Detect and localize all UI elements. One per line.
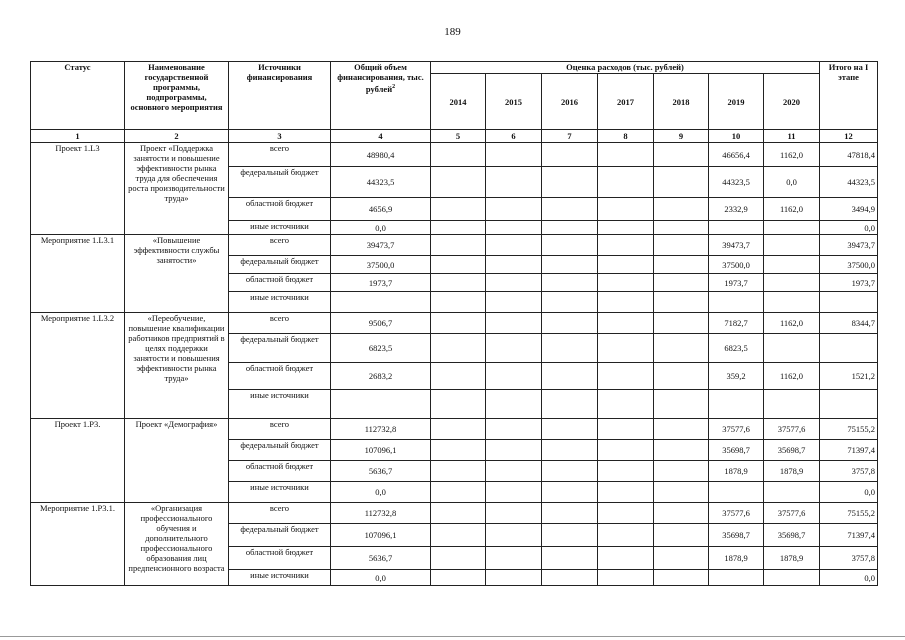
year-cell bbox=[486, 256, 542, 274]
year-cell bbox=[598, 274, 654, 292]
source-cell: федеральный бюджет bbox=[229, 167, 331, 198]
header-total-text: Общий объем финансирования, тыс. рублей bbox=[337, 62, 424, 94]
year-cell bbox=[431, 503, 486, 524]
source-cell: всего bbox=[229, 313, 331, 334]
year-cell bbox=[431, 547, 486, 570]
stage-total-cell: 0,0 bbox=[820, 221, 878, 235]
year-2020-cell: 1162,0 bbox=[764, 143, 820, 167]
header-status: Статус bbox=[31, 62, 125, 130]
source-cell: федеральный бюджет bbox=[229, 256, 331, 274]
year-2019-cell: 44323,5 bbox=[709, 167, 764, 198]
year-2019-cell: 39473,7 bbox=[709, 235, 764, 256]
header-stage-total: Итого на I этапе bbox=[820, 62, 878, 130]
stage-total-cell: 3757,8 bbox=[820, 461, 878, 482]
year-cell bbox=[654, 524, 709, 547]
column-number: 11 bbox=[764, 130, 820, 143]
year-2019-cell bbox=[709, 221, 764, 235]
year-2020-cell: 1878,9 bbox=[764, 461, 820, 482]
stage-total-cell: 0,0 bbox=[820, 482, 878, 503]
stage-total-cell: 71397,4 bbox=[820, 440, 878, 461]
column-number: 6 bbox=[486, 130, 542, 143]
table-row bbox=[31, 143, 878, 167]
year-cell bbox=[654, 419, 709, 440]
header-year: 2018 bbox=[654, 74, 709, 130]
stage-total-cell: 1521,2 bbox=[820, 363, 878, 390]
source-cell: иные источники bbox=[229, 292, 331, 313]
year-cell bbox=[431, 274, 486, 292]
year-2020-cell: 1162,0 bbox=[764, 198, 820, 221]
year-cell bbox=[431, 440, 486, 461]
year-cell bbox=[486, 547, 542, 570]
year-2019-cell: 37500,0 bbox=[709, 256, 764, 274]
source-cell: иные источники bbox=[229, 221, 331, 235]
year-cell bbox=[486, 524, 542, 547]
stage-total-cell: 47818,4 bbox=[820, 143, 878, 167]
year-cell bbox=[542, 256, 598, 274]
year-cell bbox=[431, 363, 486, 390]
year-cell bbox=[598, 256, 654, 274]
year-cell bbox=[486, 482, 542, 503]
source-cell: иные источники bbox=[229, 482, 331, 503]
stage-total-cell: 75155,2 bbox=[820, 503, 878, 524]
source-cell: иные источники bbox=[229, 390, 331, 419]
year-cell bbox=[486, 440, 542, 461]
year-cell bbox=[654, 221, 709, 235]
column-number-row bbox=[31, 130, 878, 143]
column-number: 9 bbox=[654, 130, 709, 143]
total-cell: 5636,7 bbox=[331, 461, 431, 482]
year-cell bbox=[542, 198, 598, 221]
total-cell: 39473,7 bbox=[331, 235, 431, 256]
source-cell: федеральный бюджет bbox=[229, 334, 331, 363]
total-cell: 44323,5 bbox=[331, 167, 431, 198]
year-2020-cell bbox=[764, 570, 820, 586]
source-cell: федеральный бюджет bbox=[229, 440, 331, 461]
year-cell bbox=[598, 363, 654, 390]
column-number: 8 bbox=[598, 130, 654, 143]
year-cell bbox=[542, 440, 598, 461]
year-cell bbox=[486, 334, 542, 363]
year-2020-cell: 35698,7 bbox=[764, 440, 820, 461]
total-cell: 6823,5 bbox=[331, 334, 431, 363]
year-2019-cell: 37577,6 bbox=[709, 419, 764, 440]
table-row bbox=[31, 503, 878, 524]
year-2019-cell: 1878,9 bbox=[709, 461, 764, 482]
year-cell bbox=[598, 313, 654, 334]
year-cell bbox=[431, 482, 486, 503]
year-cell bbox=[542, 167, 598, 198]
year-2020-cell bbox=[764, 334, 820, 363]
total-cell: 107096,1 bbox=[331, 440, 431, 461]
year-cell bbox=[486, 570, 542, 586]
year-cell bbox=[542, 547, 598, 570]
year-cell bbox=[431, 198, 486, 221]
year-cell bbox=[431, 524, 486, 547]
total-cell bbox=[331, 390, 431, 419]
year-cell bbox=[486, 419, 542, 440]
column-number: 3 bbox=[229, 130, 331, 143]
header-estimate: Оценка расходов (тыс. рублей) bbox=[431, 62, 820, 74]
header-total bbox=[331, 62, 431, 130]
year-cell bbox=[486, 503, 542, 524]
stage-total-cell: 71397,4 bbox=[820, 524, 878, 547]
year-cell bbox=[542, 390, 598, 419]
year-cell bbox=[486, 235, 542, 256]
year-2020-cell bbox=[764, 482, 820, 503]
year-cell bbox=[654, 143, 709, 167]
year-2019-cell: 37577,6 bbox=[709, 503, 764, 524]
source-cell: областной бюджет bbox=[229, 461, 331, 482]
year-2019-cell bbox=[709, 390, 764, 419]
total-cell: 48980,4 bbox=[331, 143, 431, 167]
source-cell: областной бюджет bbox=[229, 363, 331, 390]
year-cell bbox=[654, 235, 709, 256]
stage-total-cell: 44323,5 bbox=[820, 167, 878, 198]
year-cell bbox=[486, 167, 542, 198]
year-2020-cell: 35698,7 bbox=[764, 524, 820, 547]
year-cell bbox=[431, 143, 486, 167]
year-cell bbox=[431, 221, 486, 235]
year-cell bbox=[542, 363, 598, 390]
year-cell bbox=[431, 390, 486, 419]
header-year: 2019 bbox=[709, 74, 764, 130]
stage-total-cell: 39473,7 bbox=[820, 235, 878, 256]
year-cell bbox=[431, 570, 486, 586]
year-cell bbox=[598, 235, 654, 256]
status-cell: Проект 1.Р3. bbox=[31, 419, 125, 503]
year-cell bbox=[598, 482, 654, 503]
status-cell: Мероприятие 1.L3.2 bbox=[31, 313, 125, 419]
year-cell bbox=[542, 235, 598, 256]
year-cell bbox=[542, 143, 598, 167]
header-year: 2015 bbox=[486, 74, 542, 130]
column-number: 4 bbox=[331, 130, 431, 143]
year-cell bbox=[542, 292, 598, 313]
year-cell bbox=[598, 503, 654, 524]
name-cell: «Переобучение, повышение квалификации работников предприятий в целях поддержки занятости и повышения эффективности рынка труда» bbox=[125, 313, 229, 419]
status-cell: Мероприятие 1.Р3.1. bbox=[31, 503, 125, 586]
year-2020-cell: 37577,6 bbox=[764, 419, 820, 440]
total-cell bbox=[331, 292, 431, 313]
scan-bottom-edge bbox=[0, 636, 905, 637]
year-2019-cell: 1878,9 bbox=[709, 547, 764, 570]
year-cell bbox=[486, 292, 542, 313]
year-cell bbox=[431, 235, 486, 256]
year-2019-cell bbox=[709, 292, 764, 313]
name-cell: «Повышение эффективности службы занятости» bbox=[125, 235, 229, 313]
year-cell bbox=[654, 256, 709, 274]
year-cell bbox=[542, 274, 598, 292]
source-cell: всего bbox=[229, 143, 331, 167]
year-cell bbox=[542, 334, 598, 363]
total-cell: 112732,8 bbox=[331, 503, 431, 524]
column-number: 2 bbox=[125, 130, 229, 143]
status-cell: Мероприятие 1.L3.1 bbox=[31, 235, 125, 313]
year-2019-cell: 46656,4 bbox=[709, 143, 764, 167]
stage-total-cell: 0,0 bbox=[820, 570, 878, 586]
header-year: 2016 bbox=[542, 74, 598, 130]
total-cell: 1973,7 bbox=[331, 274, 431, 292]
stage-total-cell: 3494,9 bbox=[820, 198, 878, 221]
year-cell bbox=[654, 363, 709, 390]
column-number: 10 bbox=[709, 130, 764, 143]
year-cell bbox=[654, 334, 709, 363]
stage-total-cell bbox=[820, 390, 878, 419]
year-cell bbox=[654, 547, 709, 570]
header-year: 2014 bbox=[431, 74, 486, 130]
source-cell: областной бюджет bbox=[229, 547, 331, 570]
year-cell bbox=[598, 198, 654, 221]
year-cell bbox=[486, 143, 542, 167]
column-number: 5 bbox=[431, 130, 486, 143]
table-row bbox=[31, 235, 878, 256]
column-number: 12 bbox=[820, 130, 878, 143]
year-cell bbox=[598, 524, 654, 547]
year-cell bbox=[542, 503, 598, 524]
year-2020-cell: 37577,6 bbox=[764, 503, 820, 524]
year-cell bbox=[654, 198, 709, 221]
header-name: Наименование государственной программы, подпрограммы, основного мероприятия bbox=[125, 62, 229, 130]
year-cell bbox=[654, 461, 709, 482]
year-cell bbox=[598, 461, 654, 482]
year-cell bbox=[654, 390, 709, 419]
stage-total-cell: 3757,8 bbox=[820, 547, 878, 570]
header-year: 2017 bbox=[598, 74, 654, 130]
financing-table bbox=[30, 61, 878, 586]
year-cell bbox=[598, 547, 654, 570]
year-2020-cell bbox=[764, 390, 820, 419]
year-cell bbox=[486, 461, 542, 482]
total-cell: 2683,2 bbox=[331, 363, 431, 390]
year-cell bbox=[598, 570, 654, 586]
total-cell: 112732,8 bbox=[331, 419, 431, 440]
year-2019-cell: 2332,9 bbox=[709, 198, 764, 221]
year-cell bbox=[598, 419, 654, 440]
year-cell bbox=[654, 274, 709, 292]
source-cell: областной бюджет bbox=[229, 198, 331, 221]
year-2020-cell bbox=[764, 274, 820, 292]
year-2019-cell bbox=[709, 482, 764, 503]
year-cell bbox=[654, 440, 709, 461]
stage-total-cell: 75155,2 bbox=[820, 419, 878, 440]
stage-total-cell bbox=[820, 292, 878, 313]
year-2020-cell: 1878,9 bbox=[764, 547, 820, 570]
year-cell bbox=[486, 198, 542, 221]
source-cell: всего bbox=[229, 235, 331, 256]
name-cell: Проект «Демография» bbox=[125, 419, 229, 503]
year-2019-cell: 359,2 bbox=[709, 363, 764, 390]
year-cell bbox=[542, 419, 598, 440]
total-cell: 107096,1 bbox=[331, 524, 431, 547]
year-cell bbox=[598, 221, 654, 235]
year-cell bbox=[542, 313, 598, 334]
total-cell: 0,0 bbox=[331, 221, 431, 235]
year-2020-cell bbox=[764, 256, 820, 274]
header-year: 2020 bbox=[764, 74, 820, 130]
source-cell: всего bbox=[229, 503, 331, 524]
stage-total-cell: 8344,7 bbox=[820, 313, 878, 334]
year-cell bbox=[486, 363, 542, 390]
total-cell: 5636,7 bbox=[331, 547, 431, 570]
status-cell: Проект 1.L3 bbox=[31, 143, 125, 235]
year-cell bbox=[431, 313, 486, 334]
stage-total-cell: 37500,0 bbox=[820, 256, 878, 274]
table-row bbox=[31, 313, 878, 334]
year-cell bbox=[654, 482, 709, 503]
year-cell bbox=[542, 461, 598, 482]
year-cell bbox=[654, 292, 709, 313]
column-number: 7 bbox=[542, 130, 598, 143]
source-cell: областной бюджет bbox=[229, 274, 331, 292]
header-total-sup: 2 bbox=[392, 84, 396, 90]
total-cell: 37500,0 bbox=[331, 256, 431, 274]
year-cell bbox=[654, 503, 709, 524]
year-2020-cell bbox=[764, 221, 820, 235]
year-cell bbox=[486, 274, 542, 292]
name-cell: Проект «Поддержка занятости и повышение эффективности рынка труда для обеспечения роста производительности труда» bbox=[125, 143, 229, 235]
year-cell bbox=[598, 292, 654, 313]
total-cell: 0,0 bbox=[331, 570, 431, 586]
year-cell bbox=[598, 390, 654, 419]
year-cell bbox=[486, 221, 542, 235]
year-cell bbox=[598, 334, 654, 363]
year-2019-cell: 35698,7 bbox=[709, 440, 764, 461]
stage-total-cell: 1973,7 bbox=[820, 274, 878, 292]
total-cell: 0,0 bbox=[331, 482, 431, 503]
year-cell bbox=[598, 167, 654, 198]
year-2020-cell: 1162,0 bbox=[764, 313, 820, 334]
year-2019-cell: 1973,7 bbox=[709, 274, 764, 292]
year-2019-cell bbox=[709, 570, 764, 586]
year-cell bbox=[431, 334, 486, 363]
year-cell bbox=[598, 143, 654, 167]
year-2019-cell: 6823,5 bbox=[709, 334, 764, 363]
year-cell bbox=[654, 313, 709, 334]
table-row bbox=[31, 419, 878, 440]
header-sources: Источники финансирования bbox=[229, 62, 331, 130]
year-cell bbox=[431, 419, 486, 440]
total-cell: 4656,9 bbox=[331, 198, 431, 221]
year-cell bbox=[654, 167, 709, 198]
year-2019-cell: 7182,7 bbox=[709, 313, 764, 334]
year-2020-cell: 1162,0 bbox=[764, 363, 820, 390]
source-cell: всего bbox=[229, 419, 331, 440]
year-cell bbox=[431, 461, 486, 482]
year-cell bbox=[542, 221, 598, 235]
year-cell bbox=[542, 570, 598, 586]
year-cell bbox=[486, 390, 542, 419]
total-cell: 9506,7 bbox=[331, 313, 431, 334]
year-cell bbox=[542, 524, 598, 547]
stage-total-cell bbox=[820, 334, 878, 363]
source-cell: иные источники bbox=[229, 570, 331, 586]
year-2020-cell bbox=[764, 235, 820, 256]
page-number: 189 bbox=[444, 26, 461, 38]
year-cell bbox=[431, 292, 486, 313]
year-2020-cell bbox=[764, 292, 820, 313]
year-2019-cell: 35698,7 bbox=[709, 524, 764, 547]
year-cell bbox=[431, 256, 486, 274]
year-cell bbox=[598, 440, 654, 461]
column-number: 1 bbox=[31, 130, 125, 143]
source-cell: федеральный бюджет bbox=[229, 524, 331, 547]
year-cell bbox=[486, 313, 542, 334]
year-cell bbox=[654, 570, 709, 586]
year-cell bbox=[431, 167, 486, 198]
year-cell bbox=[542, 482, 598, 503]
name-cell: «Организация профессионального обучения и дополнительного профессионального образования лиц предпенсионного возраста bbox=[125, 503, 229, 586]
year-2020-cell: 0,0 bbox=[764, 167, 820, 198]
